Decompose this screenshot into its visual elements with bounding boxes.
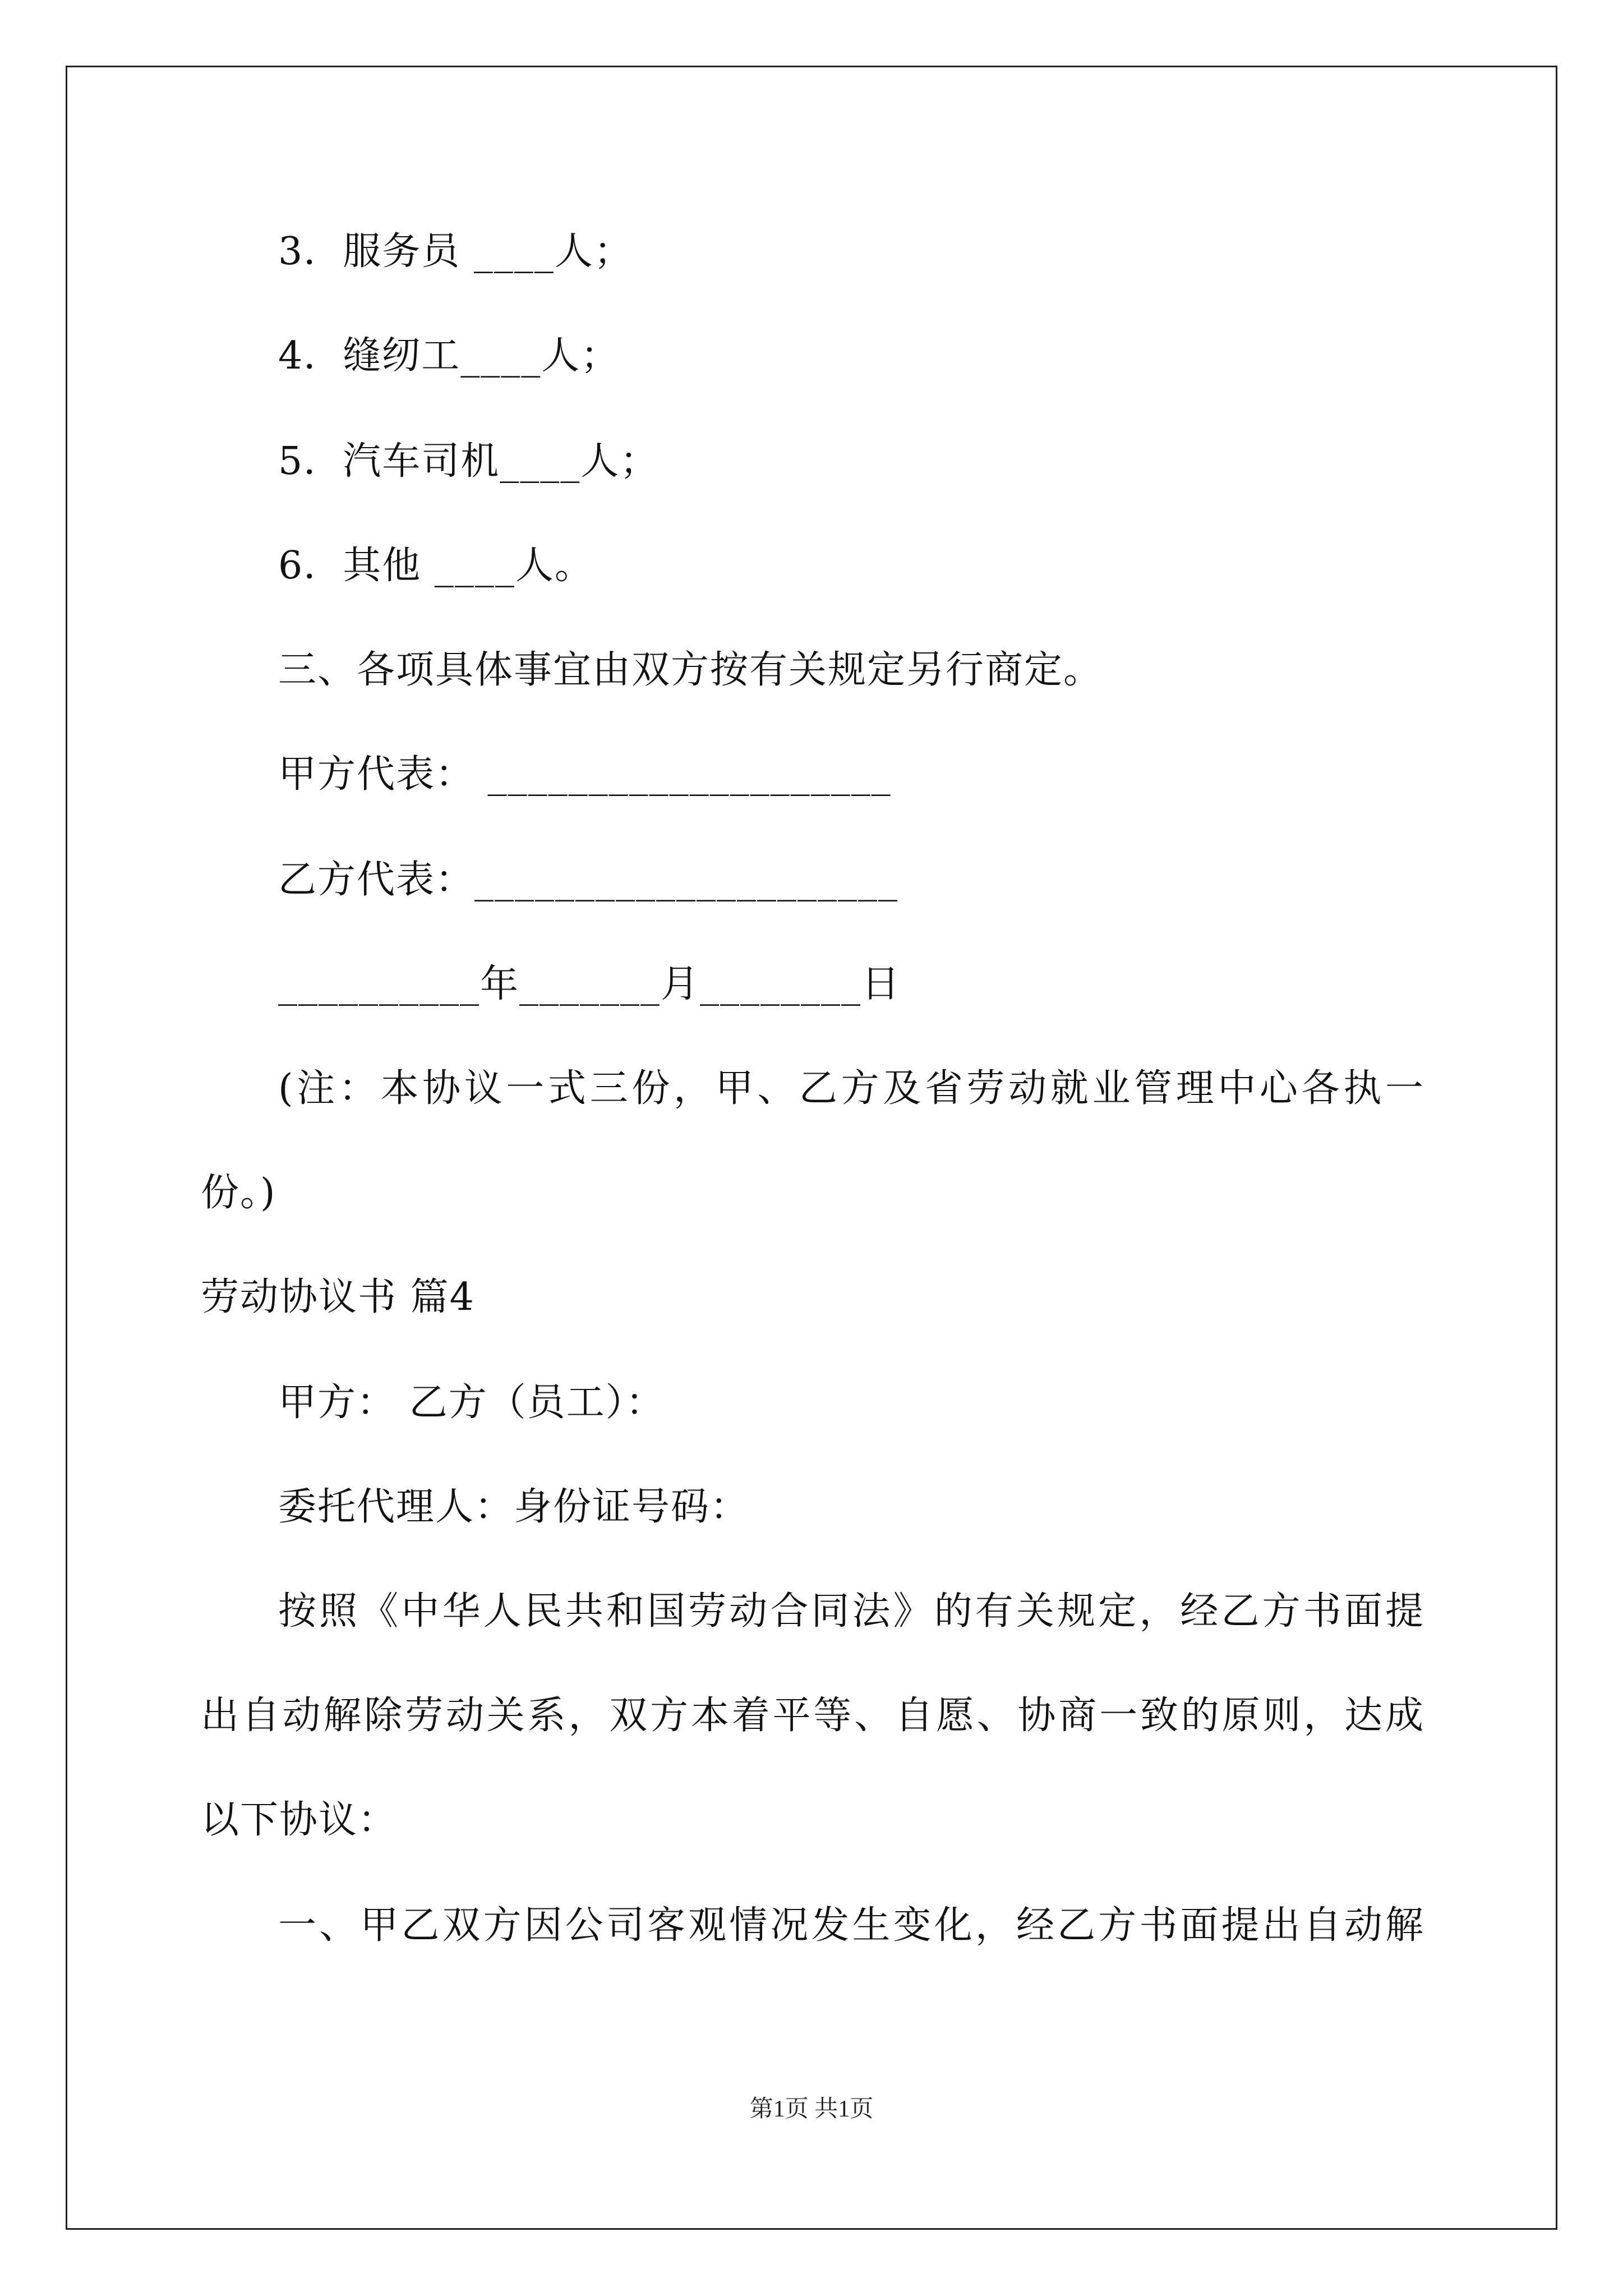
- date-field: __________年_______月________日: [278, 962, 901, 1006]
- party-b-representative-field: 乙方代表：_____________________: [278, 858, 899, 902]
- note-line-2: 份。): [201, 1171, 276, 1215]
- parties-line: 甲方： 乙方（员工）：: [278, 1381, 665, 1425]
- clause-one-line: 一、甲乙双方因公司客观情况发生变化，经乙方书面提出自动解: [278, 1903, 1424, 1948]
- list-item-driver: 5．汽车司机____人；: [278, 439, 660, 484]
- paragraph-line-2: 出自动解除劳动关系，双方本着平等、自愿、协商一致的原则，达成: [201, 1694, 1424, 1738]
- list-item-sewing-worker: 4．缝纫工____人；: [278, 334, 620, 378]
- clause-three: 三、各项具体事宜由双方按有关规定另行商定。: [278, 648, 1103, 692]
- agent-id-line: 委托代理人：身份证号码：: [278, 1485, 750, 1529]
- list-item-waiter: 3．服务员 ____人；: [278, 229, 633, 274]
- list-item-other: 6．其他 ____人。: [278, 544, 594, 588]
- paragraph-line-1: 按照《中华人民共和国劳动合同法》的有关规定，经乙方书面提: [278, 1589, 1424, 1634]
- page-footer: 第1页 共1页: [749, 2096, 874, 2122]
- section-heading: 劳动协议书 篇4: [201, 1275, 475, 1319]
- paragraph-line-3: 以下协议：: [201, 1798, 398, 1842]
- party-a-representative-field: 甲方代表： ____________________: [278, 752, 892, 797]
- note-line-1: (注：本协议一式三份，甲、乙方及省劳动就业管理中心各执一: [278, 1066, 1424, 1111]
